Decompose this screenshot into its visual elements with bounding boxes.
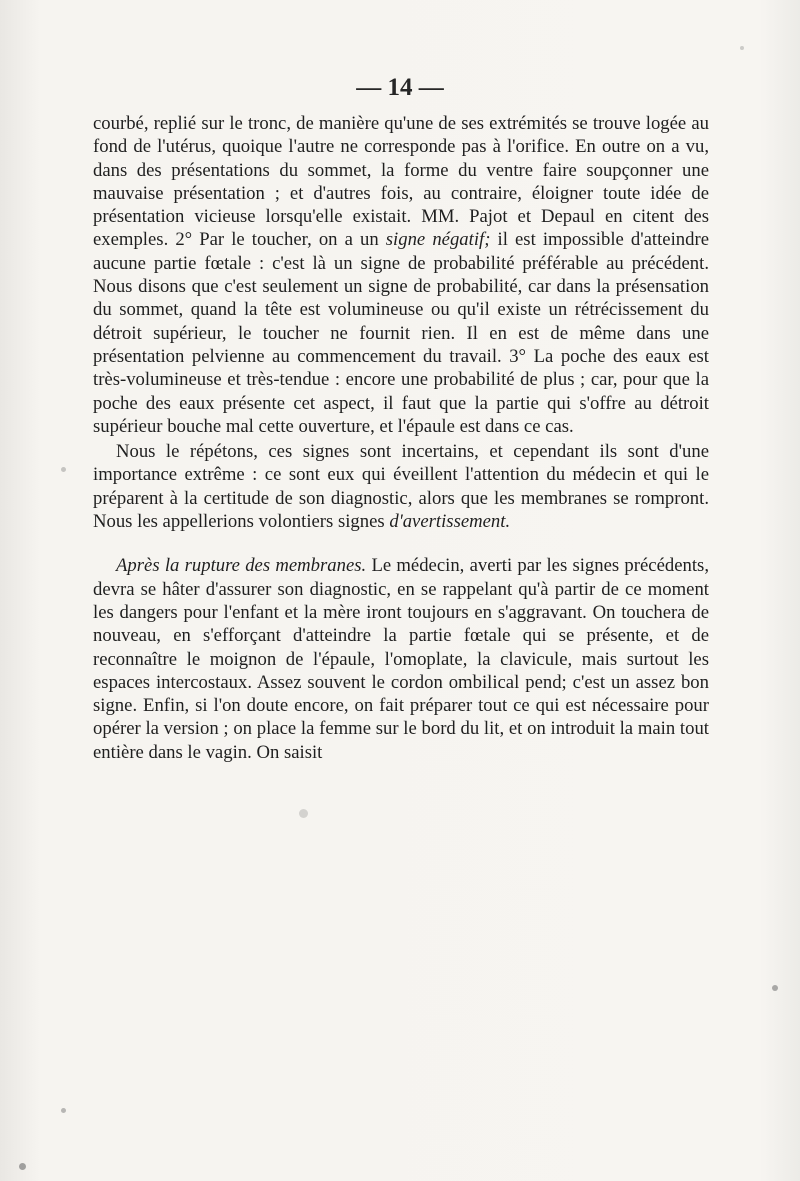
- scan-speck: [740, 46, 744, 50]
- text-run: Nous le répétons, ces signes sont incertains, et cependant ils sont d'une importance extrême : ce sont eux qui éveillent l'attention du médecin et qui le préparent à la certitude de son diagnostic, alors que les membranes se rompront. Nous les appellerions volontiers signes: [93, 441, 709, 533]
- paragraph-1: [93, 112, 709, 438]
- text-run: il est impossible d'atteindre aucune partie fœtale : c'est là un signe de probabilité préférable au précédent. Nous disons que c'est seulement un signe de probabilité, car dans la présensation du sommet, quand la tête est volumineuse ou qu'il existe un rétrécissement du détroit supérieur, le toucher ne fournit rien. Il en est de même dans une présentation pelvienne au commencement du travail. 3° La poche des eaux est très-volumineuse et très-tendue : encore une probabilité de plus ; car, pour que la poche des eaux présente cet aspect, il faut que la partie qui s'offre au détroit supérieur bouche mal cette ouverture, et l'épaule est dans ce cas.: [93, 229, 710, 437]
- text-run: courbé, replié sur le tronc, de manière qu'une de ses extrémités se trouve logée au fond de l'utérus, quoique l'autre ne corresponde pas à l'orifice. En outre on a vu, dans des présentations du sommet, la forme du ventre faire soupçonner une mauvaise présentation ; et d'autres fois, au contraire, éloigner toute idée de présentation vicieuse lorsqu'elle existait. MM. Pajot et Depaul en citent des exemples. 2° Par le toucher, on a un: [93, 113, 709, 251]
- text-run: Le médecin, averti par les signes précédents, devra se hâter d'assurer son diagnostic, en se rappelant qu'à partir de ce moment les dangers pour l'enfant et la mère iront toujours en s'aggravant. On touchera de nouveau, en s'efforçant d'atteindre la partie fœtale qui se présente, et de reconnaître le moignon de l'épaule, l'omoplate, la clavicule, mais surtout les espaces intercostaux. Assez souvent le cordon ombilical pend; c'est un assez bon signe. Enfin, si l'on doute encore, on fait préparer tout ce qui est nécessaire pour opérer la version ; on place la femme sur le bord du lit, et on introduit la main tout entière dans le vagin. On saisit: [93, 555, 709, 763]
- paragraph-3: [93, 554, 709, 764]
- italic-text-run: signe négatif;: [385, 229, 491, 251]
- italic-text-run: Après la rupture des membranes.: [116, 555, 367, 577]
- italic-text-run: d'avertissement.: [389, 511, 511, 533]
- page-number: — 14 —: [356, 74, 444, 101]
- scan-speck: [299, 809, 308, 818]
- body-text: [93, 112, 709, 764]
- paragraph-2: [93, 440, 709, 533]
- scan-speck: [19, 1163, 26, 1170]
- scan-speck: [61, 467, 66, 472]
- scan-speck: [61, 1108, 66, 1113]
- scan-speck: [772, 985, 778, 991]
